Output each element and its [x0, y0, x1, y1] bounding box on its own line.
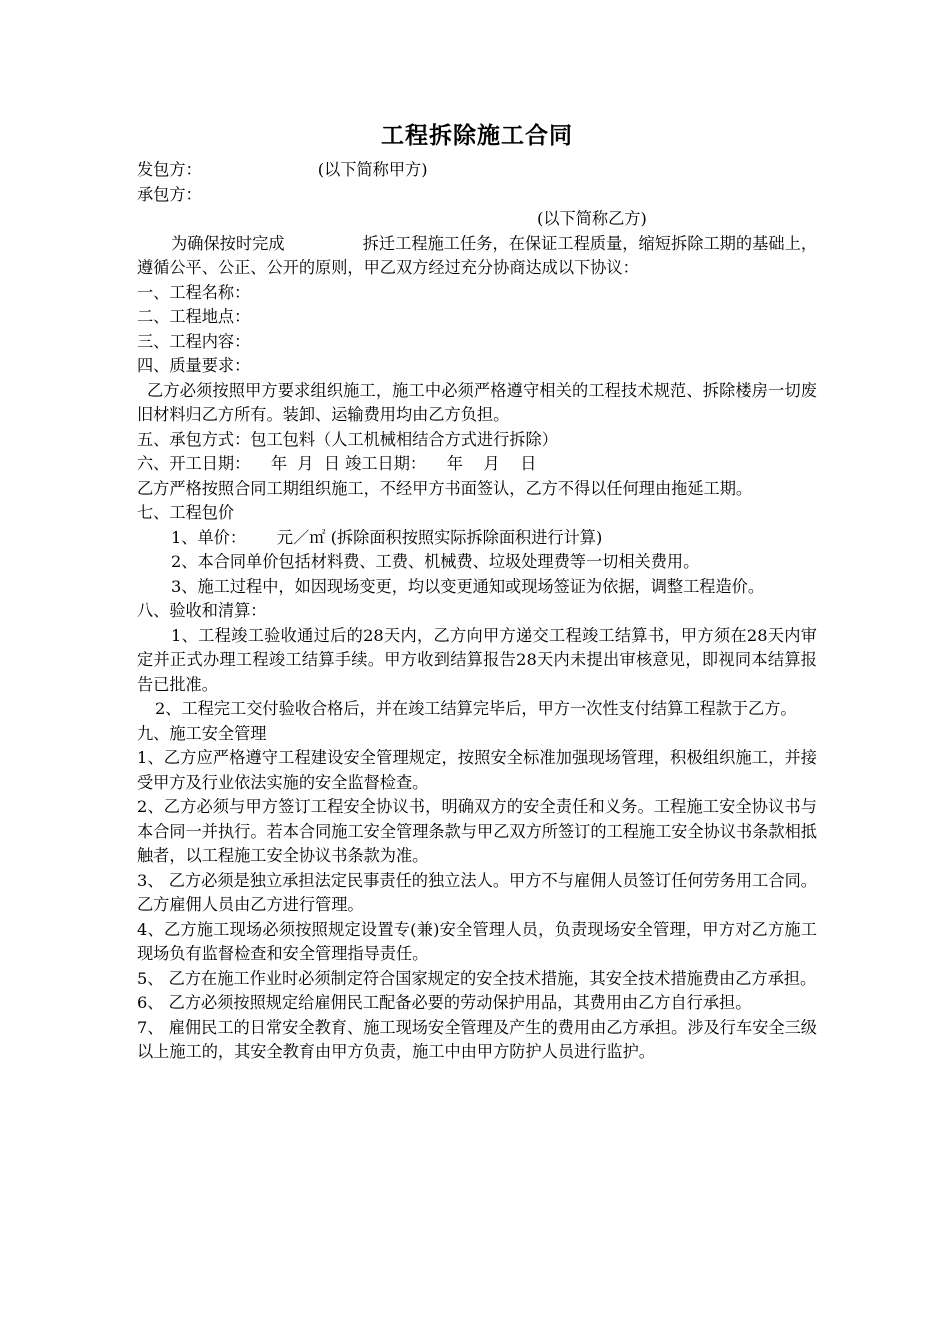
section-8-heading: 八、验收和清算：: [137, 601, 267, 620]
section-9-heading: 九、施工安全管理: [137, 723, 267, 743]
section-9-item-2: 2、乙方必须与甲方签订工程安全协议书，明确双方的安全责任和义务。工程施工安全协议书与本合同一并执行。若本合同施工安全管理条款与甲乙双方所签订的工程施工安全协议书条款相抵触者，以工程施工安全协议书条款为准。: [137, 797, 817, 865]
contract-title: 工程拆除施工合同: [381, 122, 573, 149]
section-8-item-2: 2、工程完工交付验收合格后，并在竣工结算完毕后，甲方一次性支付结算工程款于乙方。: [155, 699, 797, 718]
section-8-item-1: 1、工程竣工验收通过后的28天内，乙方向甲方递交工程竣工结算书，甲方须在28天内审定并正式办理工程竣工结算手续。甲方收到结算报告28天内未提出审核意见，即视同本结算报告已批准。: [137, 625, 817, 694]
section-7-item-2: 2、本合同单价包括材料费、工费、机械费、垃圾处理费等一切相关费用。: [171, 552, 700, 571]
intro-prefix: 为确保按时完成: [171, 233, 285, 253]
section-4-body: 乙方必须按照甲方要求组织施工，施工中必须严格遵守相关的工程技术规范、拆除楼房一切废旧材料归乙方所有。装卸、运输费用均由乙方负担。: [137, 380, 817, 424]
section-7-item-1: 1、单价： 元／㎡ (拆除面积按照实际拆除面积进行计算): [171, 527, 603, 547]
party-b-note: (以下简称乙方): [537, 209, 647, 228]
section-9-item-3: 3、 乙方必须是独立承担法定民事责任的独立法人。甲方不与雇佣人员签订任何劳务用工合同。乙方雇佣人员由乙方进行管理。: [137, 870, 817, 914]
section-9-item-6: 6、 乙方必须按照规定给雇佣民工配备必要的劳动保护用品，其费用由乙方自行承担。: [137, 993, 752, 1012]
section-4-heading: 四、质量要求：: [137, 356, 251, 375]
section-9-item-5: 5、 乙方在施工作业时必须制定符合国家规定的安全技术措施，其安全技术措施费由乙方承担。: [137, 968, 817, 988]
section-1-heading: 一、工程名称：: [137, 282, 251, 302]
section-6-body: 乙方严格按照合同工期组织施工，不经甲方书面签认，乙方不得以任何理由拖延工期。: [137, 478, 753, 498]
section-9-item-4: 4、乙方施工现场必须按照规定设置专(兼)安全管理人员，负责现场安全管理，甲方对乙方施工现场负有监督检查和安全管理指导责任。: [137, 919, 817, 963]
section-5-heading: 五、承包方式：包工包料（人工机械相结合方式进行拆除）: [137, 429, 558, 449]
party-b-line: [137, 183, 817, 208]
section-9-item-1: 1、乙方应严格遵守工程建设安全管理规定，按照安全标准加强现场管理，积极组织施工，并接受甲方及行业依法实施的安全监督检查。: [137, 748, 817, 792]
section-6-heading: 六、开工日期： 年 月 日 竣工日期： 年 月 日: [137, 454, 537, 473]
section-2-heading: 二、工程地点：: [137, 307, 251, 326]
section-3-heading: 三、工程内容：: [137, 331, 251, 351]
party-a-label: 发包方：: [137, 160, 202, 179]
party-a-line: [137, 158, 817, 183]
party-b-label: 承包方：: [137, 184, 202, 204]
intro-paragraph: [137, 232, 817, 281]
contract-page: [137, 118, 817, 1065]
party-a-note: (以下简称甲方): [317, 160, 428, 179]
section-7-heading: 七、工程包价: [137, 503, 235, 522]
intro-rest: 拆迁工程施工任务，在保证工程质量，缩短拆除工期的基础上，遵循公平、公正、公开的原则，甲乙双方经过充分协商达成以下协议：: [137, 233, 818, 277]
section-7-item-3: 3、施工过程中，如因现场变更，均以变更通知或现场签证为依据，调整工程造价。: [171, 576, 765, 596]
section-9-item-7: 7、 雇佣民工的日常安全教育、施工现场安全管理及产生的费用由乙方承担。涉及行车安全三级以上施工的，其安全教育由甲方负责，施工中由甲方防护人员进行监护。: [137, 1017, 817, 1061]
